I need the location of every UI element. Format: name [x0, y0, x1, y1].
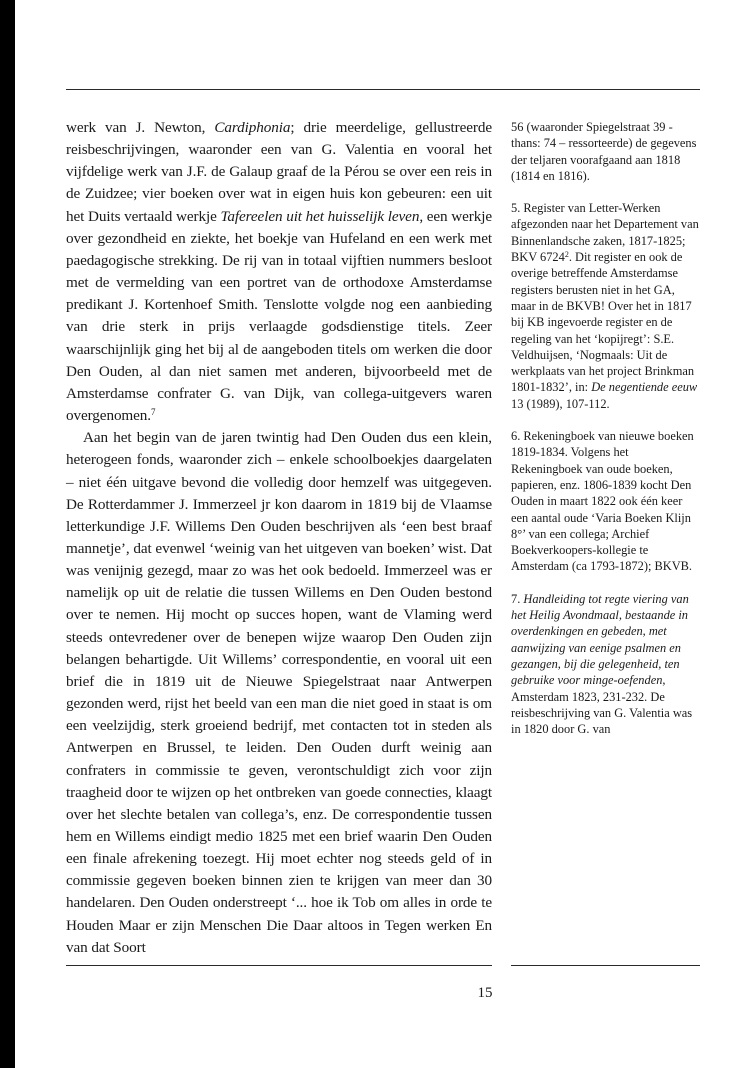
paragraph-1: werk van J. Newton, Cardiphonia; drie meerdelige, gellustreerde reisbeschrijvingen, waaronder een van G. Valentia en vooral het vijfdelige werk van J.F. de Galaup graaf de la Pérou se over een reis in de Zuidzee; vier boeken over wat in eigen huis kon gebeuren: een uit het Duits vertaald werkje Tafereelen uit het huisselijk leven, een werkje over gezondheid en ziekte, het boekje van Hufeland en een werk met paedagogische strekking. De rij van in totaal vijftien nummers besloot met de vermelding van een portret van de orthodoxe Amsterdamse predikant J. Kortenhoef Smith. Tenslotte volgde nog een aanbieding van drie sterk in prijs verlaagde godsdienstige titels. Zeer waarschijnlijk ging het bij al de aangeboden titels om werken die door Den Ouden, al dan niet samen met anderen, bijvoorbeeld met de Amsterdamse confrater G. van Dijk, van collega-uitgevers waren overgenomen.$^7$: [66, 119, 493, 425]
title-tafereelen: Tafereelen uit het huisselijk leven: [220, 207, 420, 225]
footer-rule-side: [511, 965, 700, 966]
book-spine-edge: [0, 0, 15, 1068]
header-rule: [66, 89, 700, 90]
note-7: 7. Handleiding tot regte viering van het Heilig Avondmaal, bestaande in overdenkingen en gebeden, met aanwijzing van eenige psalmen en gezangen, bij die gelegenheid, ten gebruike voor minge-oefenden, Amsterdam 1823, 231-232. De reisbeschrijving van G. Valentia was in 1820 door G. van: [511, 591, 693, 737]
note-5: 5. Register van Letter-Werken afgezonden naar het Departement van Binnenlandsche zaken, 1817-1825; BKV 6724$^2$. Dit register en ook de overige betreffende Amsterdamse registers berusten niet in het GA, maar in de BKVB! Over het in 1817 bij KB ingevoerde register en de regeling van het ‘kopijregt’: S.E. Veldhuijsen, ‘Nogmaals: Uit de werkplaats van het project Brinkman 1801-1832’, in: De negentiende eeuw 13 (1989), 107-112.: [511, 201, 699, 411]
title-cardiphonia: Cardiphonia: [214, 119, 291, 136]
footnote-ref-7: 7: [150, 407, 156, 418]
note-6: 6. Rekeningboek van nieuwe boeken 1819-1834. Volgens het Rekeningboek van oude boeken, papieren, enz. 1806-1839 kocht Den Ouden in maart 1822 ook één keer een aantal oude ‘Varia Boeken Klijn 8°’ van een collega; Archief Boekverkoopers-kollegie te Amsterdam (ca 1793-1872); BKVB.: [511, 429, 694, 574]
main-text-column: [66, 117, 492, 959]
side-notes-column: [511, 119, 700, 753]
footer-rule-main: [66, 965, 492, 966]
page-number: 15: [477, 985, 493, 1001]
paragraph-2: Aan het begin van de jaren twintig had Den Ouden dus een klein, heterogeen fonds, waaronder zich – enkele schoolboekjes daargelaten – niet één uitgave bevond die volledig door hemzelf was uitgegeven. De Rotterdammer J. Immerzeel jr kon daarom in 1819 bij de Vlaamse letterkundige J.F. Willems Den Ouden beschrijven als ‘een best braaf mannetje’, dat evenwel ‘weinig van het uitgeven van boeken’ wist. Dat was venijnig gezegd, maar zo was het ook bedoeld. Immerzeel was er namelijk op uit de relatie die tussen Willems en Den Ouden bestond over te nemen. Hij mocht op succes hopen, want de Vlaming werd steeds ontevredener over de benepen wijze waarop Den Ouden zijn belangen behartigde. Uit Willems’ correspondentie, en vooral uit een brief die in 1819 uit de Nieuwe Spiegelstraat naar Antwerpen gezonden werd, rijst het beeld van een man die niet goed in staat is om een veelzijdig, sterk groeiend bedrijf, met contacten tot in steden als Antwerpen en Brussel, te leiden. Den Ouden durft weinig aan confraters in commissie te geven, verontschuldigt zich voor zijn traagheid door te wijzen op het ontbreken van goede connecties, klaagt over het slechte betalen van collega’s, enz. De correspondentie tussen hem en Willems eindigt medio 1825 met een brief waarin Den Ouden een finale afrekening toezegt. Hij moet echter nog steeds geld of in commissie gegeven boeken binnen zien te krijgen van meer dan 30 handelaren. Den Ouden onderstreept ‘... hoe ik Tob om alles in orde te Houden Maar er zijn Menschen Die Daar altoos in Tegen werken En van dat Soort: [66, 429, 492, 956]
note-56-continuation: 56 (waaronder Spiegelstraat 39 -thans: 74 – ressorteerde) de gegevens der teljaren voorafgaand aan 1818 (1814 en 1816).: [511, 120, 697, 183]
